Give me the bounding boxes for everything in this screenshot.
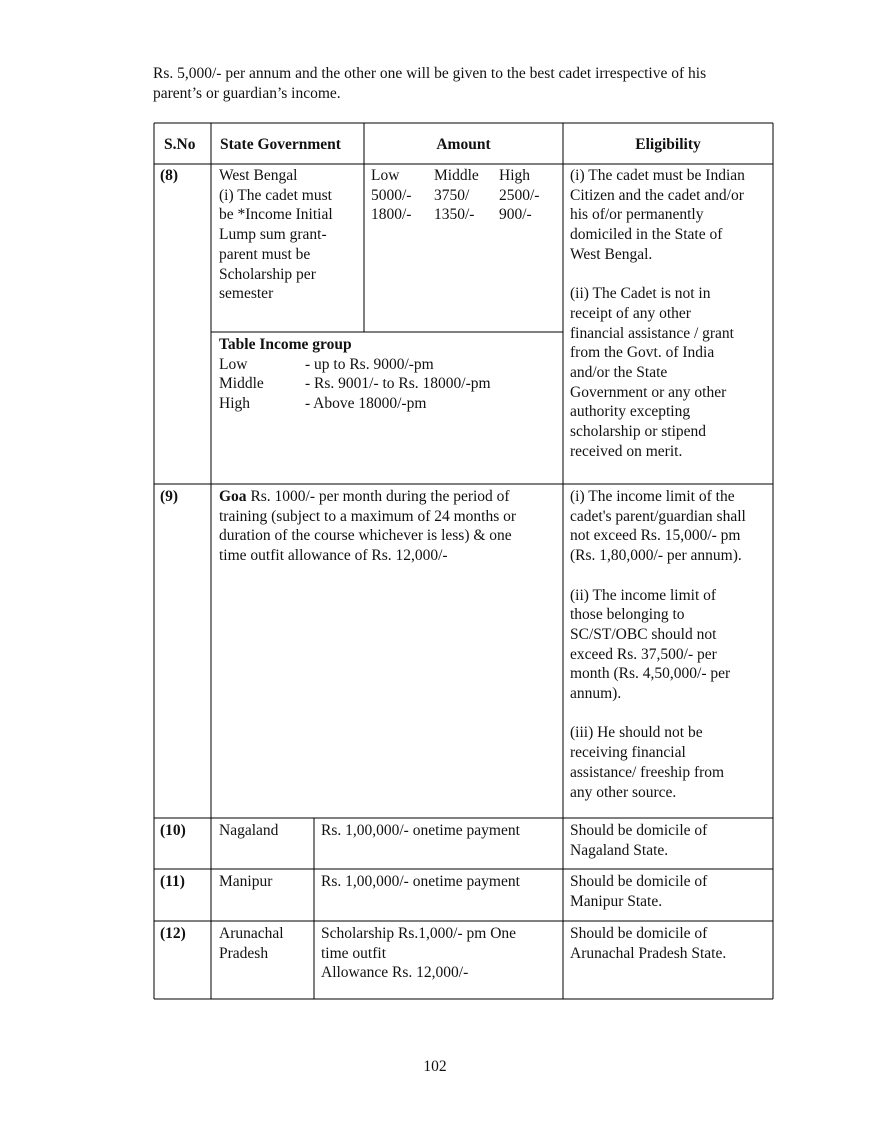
eligibility-line: Arunachal Pradesh State. bbox=[570, 944, 727, 962]
eligibility-line: Should be domicile of bbox=[570, 822, 708, 839]
amount-middle-value-2: 1350/- bbox=[434, 206, 475, 224]
amount-high-value-2: 900/- bbox=[499, 206, 532, 224]
eligibility-line: (i) The income limit of the bbox=[570, 488, 735, 505]
header-amount: Amount bbox=[436, 136, 491, 153]
eligibility-line: (Rs. 1,80,000/- per annum). bbox=[570, 547, 742, 565]
income-label: Low bbox=[219, 355, 248, 373]
income-group-title: Table Income group bbox=[219, 336, 352, 353]
eligibility-line: Should be domicile of bbox=[570, 873, 708, 890]
income-row bbox=[219, 394, 491, 414]
amount-high-label: High bbox=[499, 167, 530, 184]
income-label: High bbox=[219, 395, 250, 413]
row-12-state-line: Arunachal bbox=[219, 925, 284, 942]
row-10-state bbox=[219, 821, 278, 841]
row-8-amount-middle bbox=[434, 166, 479, 225]
intro-line: Rs. 5,000/- per annum and the other one will be given to the best cadet irrespective of his bbox=[153, 65, 707, 82]
eligibility-line: from the Govt. of India bbox=[570, 344, 715, 362]
row-12-state bbox=[219, 924, 284, 963]
row-9-state-text: Rs. 1000/- per month during the period of bbox=[246, 488, 510, 505]
row-9-state-name: Goa bbox=[219, 488, 247, 505]
row-8-state-line: West Bengal bbox=[219, 167, 298, 184]
row-12-amount bbox=[321, 924, 516, 983]
eligibility-line: (ii) The income limit of bbox=[570, 586, 717, 604]
row-12-amount-line: Scholarship Rs.1,000/- pm One bbox=[321, 925, 517, 942]
row-8-eligibility bbox=[570, 166, 745, 462]
eligibility-line: and/or the State bbox=[570, 364, 668, 382]
eligibility-line: receiving financial bbox=[570, 744, 686, 762]
row-8-state-line: parent must be bbox=[219, 245, 311, 263]
row-10-state-line: Nagaland bbox=[219, 822, 279, 839]
eligibility-line: SC/ST/OBC should not bbox=[570, 625, 717, 643]
row-12-amount-line: time outfit bbox=[321, 944, 387, 962]
eligibility-line: those belonging to bbox=[570, 606, 685, 624]
row-9-state-line: training (subject to a maximum of 24 months or bbox=[219, 507, 517, 525]
income-value: - Above 18000/-pm bbox=[305, 395, 427, 413]
eligibility-line: Nagaland State. bbox=[570, 841, 669, 859]
income-value: - Rs. 9001/- to Rs. 18000/-pm bbox=[305, 375, 491, 393]
row-11-state bbox=[219, 872, 272, 892]
row-8-state-line: Lump sum grant- bbox=[219, 226, 327, 244]
header-sno: S.No bbox=[164, 136, 196, 153]
eligibility-line: annum). bbox=[570, 685, 622, 703]
header-eligibility: Eligibility bbox=[635, 136, 701, 153]
eligibility-line: financial assistance / grant bbox=[570, 324, 734, 342]
eligibility-line: Citizen and the cadet and/or bbox=[570, 186, 744, 204]
eligibility-line: cadet's parent/guardian shall bbox=[570, 507, 746, 525]
header-state: State Government bbox=[220, 136, 341, 153]
row-10-amount-line: Rs. 1,00,000/- onetime payment bbox=[321, 822, 520, 839]
row-11-amount-line: Rs. 1,00,000/- onetime payment bbox=[321, 873, 520, 890]
eligibility-line: assistance/ freeship from bbox=[570, 763, 725, 781]
row-9-state-line: time outfit allowance of Rs. 12,000/- bbox=[219, 547, 448, 565]
income-value: - up to Rs. 9000/-pm bbox=[305, 355, 434, 373]
eligibility-line: (i) The cadet must be Indian bbox=[570, 167, 745, 184]
amount-low-label: Low bbox=[371, 167, 400, 184]
row-9-eligibility bbox=[570, 487, 746, 802]
row-8-state bbox=[219, 166, 333, 304]
income-group-table bbox=[219, 335, 491, 414]
eligibility-line: not exceed Rs. 15,000/- pm bbox=[570, 527, 741, 545]
eligibility-line: authority excepting bbox=[570, 403, 691, 421]
eligibility-line: exceed Rs. 37,500/- per bbox=[570, 645, 717, 663]
row-8-state-line: Scholarship per bbox=[219, 265, 316, 283]
row-11-eligibility bbox=[570, 872, 707, 911]
row-8-state-line: be *Income Initial bbox=[219, 206, 333, 224]
row-9-state bbox=[219, 487, 516, 566]
row-12-state-line: Pradesh bbox=[219, 944, 269, 962]
income-label: Middle bbox=[219, 375, 264, 393]
amount-middle-value-1: 3750/ bbox=[434, 186, 470, 204]
eligibility-line: West Bengal. bbox=[570, 245, 653, 263]
row-12-sno: (12) bbox=[160, 925, 186, 942]
page-number: 102 bbox=[423, 1058, 447, 1075]
eligibility-line: Government or any other bbox=[570, 383, 727, 401]
eligibility-line: his of/or permanently bbox=[570, 206, 704, 224]
eligibility-line: month (Rs. 4,50,000/- per bbox=[570, 665, 731, 683]
eligibility-line: Should be domicile of bbox=[570, 925, 708, 942]
amount-high-value-1: 2500/- bbox=[499, 186, 540, 204]
eligibility-line: scholarship or stipend bbox=[570, 423, 707, 441]
row-9-sno: (9) bbox=[160, 488, 179, 505]
eligibility-line: Manipur State. bbox=[570, 892, 663, 910]
row-11-sno: (11) bbox=[160, 873, 185, 890]
intro-line: parent’s or guardian’s income. bbox=[153, 85, 341, 102]
row-12-eligibility bbox=[570, 924, 726, 963]
income-row bbox=[219, 374, 491, 394]
row-8-state-line: (i) The cadet must bbox=[219, 186, 332, 204]
row-8-amount-low bbox=[371, 166, 411, 225]
eligibility-line: receipt of any other bbox=[570, 304, 691, 322]
row-10-sno: (10) bbox=[160, 822, 186, 839]
amount-low-value-2: 1800/- bbox=[371, 206, 412, 224]
row-12-amount-line: Allowance Rs. 12,000/- bbox=[321, 964, 469, 982]
eligibility-line: domiciled in the State of bbox=[570, 226, 723, 244]
row-10-amount bbox=[321, 821, 520, 841]
row-8-amount-high bbox=[499, 166, 539, 225]
eligibility-line: received on merit. bbox=[570, 442, 683, 460]
eligibility-line: (iii) He should not be bbox=[570, 724, 703, 742]
income-row bbox=[219, 355, 491, 375]
row-11-amount bbox=[321, 872, 520, 892]
row-8-state-line: semester bbox=[219, 285, 274, 303]
amount-middle-label: Middle bbox=[434, 167, 479, 184]
row-11-state-line: Manipur bbox=[219, 873, 273, 890]
eligibility-line: (ii) The Cadet is not in bbox=[570, 285, 711, 303]
row-10-eligibility bbox=[570, 821, 707, 860]
amount-low-value-1: 5000/- bbox=[371, 186, 412, 204]
eligibility-line: any other source. bbox=[570, 783, 677, 801]
row-9-state-line: duration of the course whichever is less) & one bbox=[219, 527, 512, 545]
row-8-sno: (8) bbox=[160, 167, 179, 184]
